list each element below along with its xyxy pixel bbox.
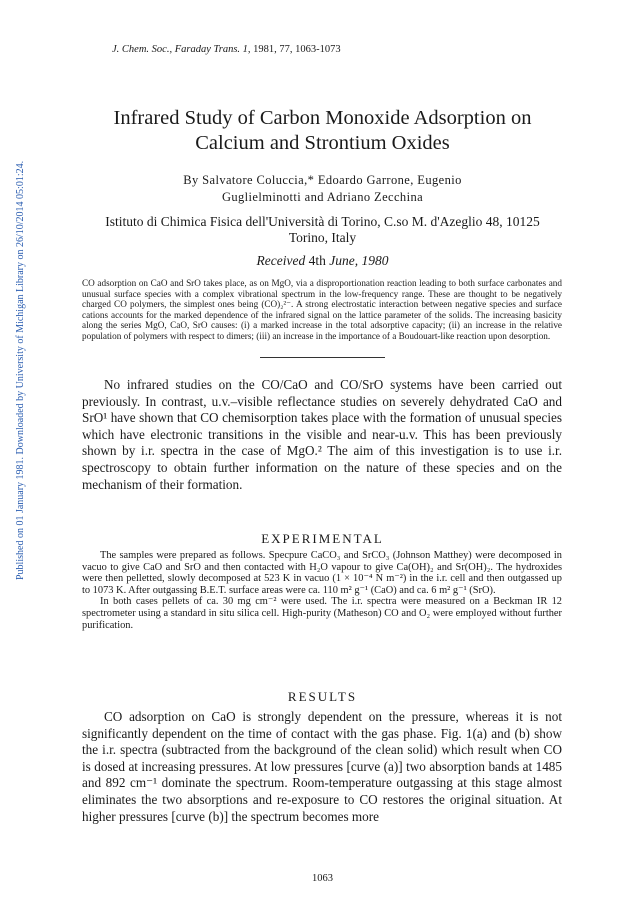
affiliation-line-2: Torino, Italy — [288, 230, 357, 245]
received-date — [60, 253, 585, 269]
article-title — [60, 106, 585, 156]
page-number: 1063 — [312, 873, 333, 884]
introduction-paragraph: No infrared studies on the CO/CaO and CO/SrO systems have been carried out previously. In contrast, u.v.–visible reflectance studies on severely dehydrated CaO and SrO¹ have shown that CO chemisorption takes place with the formation of unusual species which have electronic transitions in the visible and near-u.v. This has been previously shown by i.r. spectra in the case of MgO.² The aim of this investigation is to use i.r. spectroscopy to obtain further information on the nature of these species and on the mechanism of their formation. — [82, 377, 562, 492]
received-prefix: Received — [256, 253, 309, 268]
journal-ref: J. Chem. Soc., Faraday Trans. 1, — [112, 44, 251, 55]
experimental-paragraph-2: In both cases pellets of ca. 30 mg cm⁻² were used. The i.r. spectra were measured on a Beckman IR 12 spectrometer using a standard in situ silica cell. High-purity (Matheson) CO and O₂ were employed without further purification. — [82, 596, 562, 631]
download-notice[interactable]: Published on 01 January 1981. Downloaded by University of Michigan Library on 26/10/2014 05:01:24. — [15, 160, 26, 580]
journal-citation — [112, 44, 341, 55]
affiliation-line-1: Istituto di Chimica Fisica dell'Università di Torino, C.so M. d'Azeglio 48, 10125 — [105, 214, 540, 229]
received-day: 4th — [308, 253, 326, 268]
title-line-2: Calcium and Strontium Oxides — [195, 132, 450, 154]
authors-line-2: Guglielminotti and Adriano Zecchina — [221, 190, 424, 204]
abstract: CO adsorption on CaO and SrO takes place, as on MgO, via a disproportionation reaction leading to both surface carbonates and unusual surface species with a complex vibrational spectrum in the low-frequency range. These are thought to be negatively charged CO polymers, the simplest ones being (CO)₂²⁻. A strong electrostatic interaction between negative species and surface cations accounts for the marked dependence of the infrared signal on the lattice parameter of the solids. The increasing basicity along the series MgO, CaO, SrO causes: (i) a marked increase in the total adsorptive capacity; (ii) an increase in the relative population of polymers with respect to dimers; (iii) an increase in the importance of a Boudouart-like reaction upon desorption. — [82, 278, 562, 341]
journal-details: 1981, 77, 1063-1073 — [253, 44, 341, 55]
authors-line-1: By Salvatore Coluccia,* Edoardo Garrone, Eugenio — [183, 173, 462, 187]
received-month-year: June, 1980 — [325, 253, 389, 268]
results-heading: RESULTS — [287, 689, 358, 704]
author-list — [60, 172, 585, 206]
results-paragraph: CO adsorption on CaO is strongly dependent on the pressure, whereas it is not significantly dependent on the time of contact with the gas phase. Fig. 1(a) and (b) show the i.r. spectra (subtracted from the background of the clean solid) which result when CO is dosed at increasing pressures. At low pressures [curve (a)] two absorption bands at 1485 and 892 cm⁻¹ dominate the spectrum. Room-temperature outgassing at this stage almost eliminates the two absorptions and re-exposure to CO restores the original situation. At higher pressures [curve (b)] the spectrum becomes more — [82, 709, 562, 824]
experimental-section — [82, 550, 562, 631]
section-divider — [260, 357, 385, 358]
affiliation — [60, 214, 585, 246]
download-sidebar — [2, 110, 26, 580]
title-line-1: Infrared Study of Carbon Monoxide Adsorption on — [113, 107, 532, 129]
experimental-paragraph-1: The samples were prepared as follows. Specpure CaCO₃ and SrCO₃ (Johnson Matthey) were decomposed in vacuo to give CaO and SrO and then contacted with H₂O vapour to give Ca(OH)₂ and Sr(OH)₂. The hydroxides were then pelletted, slowly decomposed at 523 K in vacuo (1 × 10⁻⁴ N m⁻²) in the i.r. cell and then outgassed up to 1073 K. After outgassing B.E.T. surface areas were ca. 110 m² g⁻¹ (CaO) and ca. 6 m² g⁻¹ (SrO). — [82, 550, 562, 596]
experimental-heading: EXPERIMENTAL — [261, 531, 384, 546]
